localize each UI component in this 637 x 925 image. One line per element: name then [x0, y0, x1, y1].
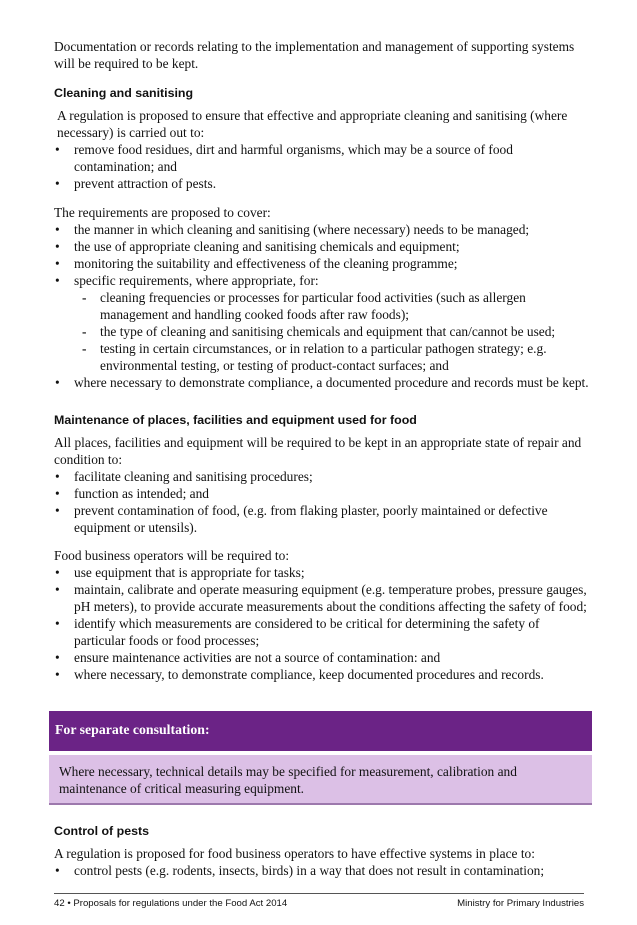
footer-right: Ministry for Primary Industries	[457, 898, 584, 909]
list-item: • prevent contamination of food, (e.g. from flaking plaster, poorly maintained or defective equipment or utensils).	[54, 502, 589, 536]
sub-list-item: - the type of cleaning and sanitising chemicals and equipment that can/cannot be used;	[80, 323, 589, 340]
maintenance-intro: All places, facilities and equipment will be required to be kept in an appropriate state of repair and condition to:	[54, 435, 582, 467]
maintenance-condition-list	[54, 468, 589, 536]
list-item: • prevent attraction of pests.	[54, 175, 589, 192]
cleaning-heading: Cleaning and sanitising	[54, 86, 194, 100]
cleaning-requirements-list	[54, 221, 589, 391]
list-item: • maintain, calibrate and operate measuring equipment (e.g. temperature probes, pressure gauges, pH meters), to provide accurate measurements about the conditions affecting the safety of food;	[54, 581, 589, 615]
cleaning-requirements-intro: The requirements are proposed to cover:	[54, 205, 271, 220]
pests-list	[54, 862, 589, 879]
list-item: • use equipment that is appropriate for tasks;	[54, 564, 589, 581]
consultation-box-title: For separate consultation:	[49, 711, 592, 751]
consultation-box-body: Where necessary, technical details may be specified for measurement, calibration and maintenance of critical measuring equipment.	[49, 755, 592, 805]
operators-requirements-list	[54, 564, 589, 683]
cleaning-purpose-list	[54, 141, 589, 192]
list-item: • remove food residues, dirt and harmful organisms, which may be a source of food contamination; and	[54, 141, 589, 175]
footer-left: 42 • Proposals for regulations under the Food Act 2014	[54, 898, 288, 909]
maintenance-heading: Maintenance of places, facilities and equipment used for food	[54, 413, 417, 427]
list-item: • identify which measurements are considered to be critical for determining the safety of particular foods or food processes;	[54, 615, 589, 649]
list-item: • the use of appropriate cleaning and sanitising chemicals and equipment;	[54, 238, 589, 255]
operators-intro: Food business operators will be required to:	[54, 548, 290, 563]
list-item: • where necessary, to demonstrate compliance, keep documented procedures and records.	[54, 666, 589, 683]
intro-paragraph: Documentation or records relating to the implementation and management of supporting systems will be required to be kept.	[54, 39, 575, 71]
specific-requirements-sublist	[74, 289, 589, 374]
pests-heading: Control of pests	[54, 824, 149, 838]
list-item: • ensure maintenance activities are not a source of contamination: and	[54, 649, 589, 666]
list-item	[54, 272, 589, 374]
list-item: • function as intended; and	[54, 485, 589, 502]
pests-intro: A regulation is proposed for food business operators to have effective systems in place to:	[54, 846, 535, 861]
list-item: • facilitate cleaning and sanitising procedures;	[54, 468, 589, 485]
footer-divider	[54, 893, 584, 894]
sub-list-item: - cleaning frequencies or processes for particular food activities (such as allergen management and handling cooked foods after raw foods);	[80, 289, 589, 323]
list-item: • control pests (e.g. rodents, insects, birds) in a way that does not result in contamination;	[54, 862, 589, 879]
cleaning-intro: A regulation is proposed to ensure that effective and appropriate cleaning and sanitising (where necessary) is carried out to:	[57, 108, 568, 140]
specific-requirements-label: specific requirements, where appropriate, for:	[74, 273, 319, 288]
list-item: • where necessary to demonstrate compliance, a documented procedure and records must be kept.	[54, 374, 589, 391]
list-item: • monitoring the suitability and effectiveness of the cleaning programme;	[54, 255, 589, 272]
list-item: • the manner in which cleaning and sanitising (where necessary) needs to be managed;	[54, 221, 589, 238]
sub-list-item: - testing in certain circumstances, or in relation to a particular pathogen strategy; e.g. environmental testing, or testing of product-contact surfaces; and	[80, 340, 589, 374]
